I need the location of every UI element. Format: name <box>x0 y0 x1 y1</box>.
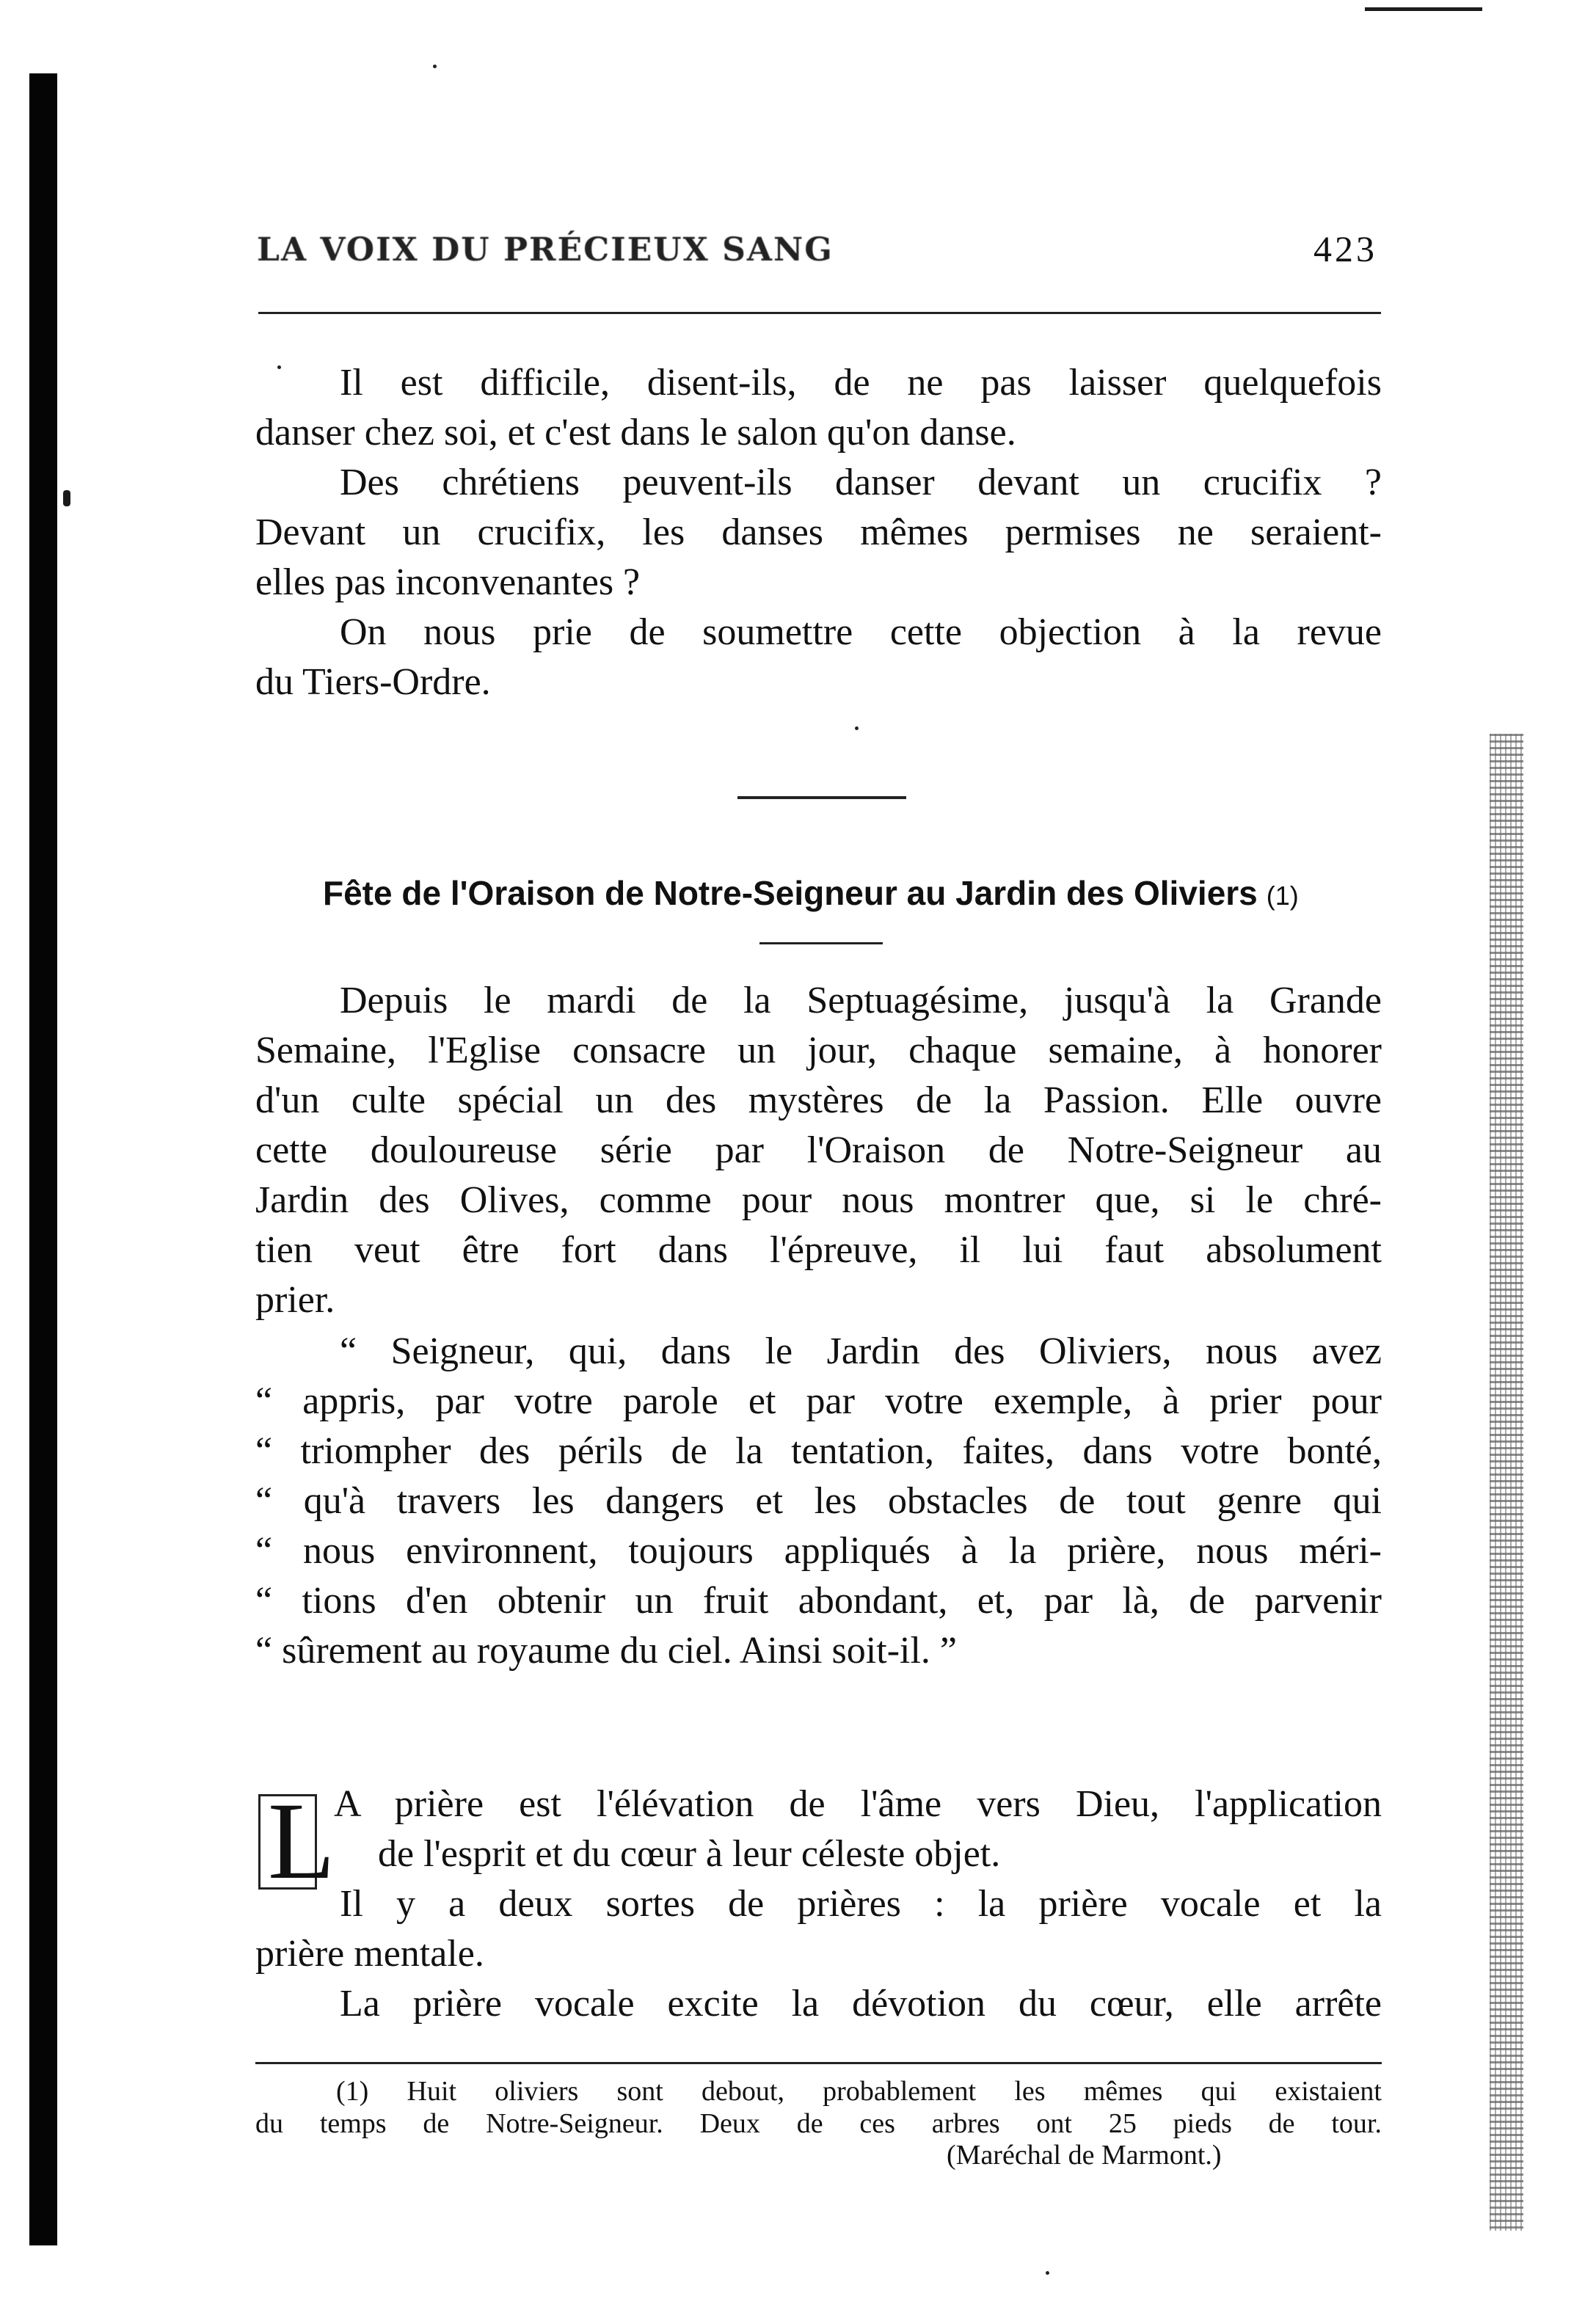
quote-line: “ tions d'en obtenir un fruit abondant, et, par là, de parvenir <box>255 1580 1382 1622</box>
text-line: danser chez soi, et c'est dans le salon qu'on danse. <box>255 412 1016 453</box>
footnote-line: (1) Huit oliviers sont debout, probablement les mêmes qui existaient <box>336 2076 1382 2107</box>
footnote-credit: (Maréchal de Marmont.) <box>947 2140 1222 2171</box>
title-underline <box>759 942 883 944</box>
text-line: du Tiers-Ordre. <box>255 661 491 703</box>
quote-line: “ sûrement au royaume du ciel. Ainsi soit-il. ” <box>255 1630 957 1672</box>
footnote-line: du temps de Notre-Seigneur. Deux de ces arbres ont 25 pieds de tour. <box>255 2108 1382 2139</box>
paragraph-dance <box>255 358 1382 707</box>
text-line: On nous prie de soumettre cette objection à la revue <box>340 611 1382 653</box>
text-line: Depuis le mardi de la Septuagésime, jusqu'à la Grande <box>340 980 1382 1021</box>
section-title <box>323 873 1350 913</box>
paragraph-two-kinds <box>255 1879 1382 2029</box>
drop-cap <box>258 1780 335 1902</box>
page-edge-noise <box>1490 734 1523 2231</box>
text-line: prière mentale. <box>255 1933 484 1975</box>
text-line: Il est difficile, disent-ils, de ne pas laisser quelquefois <box>340 362 1382 404</box>
text-line: cette douloureuse série par l'Oraison de Notre-Seigneur au <box>255 1129 1382 1171</box>
footnote-rule <box>255 2062 1382 2064</box>
text-line: A prière est l'élévation de l'âme vers Dieu, l'application <box>334 1783 1382 1825</box>
drop-cap-letter: L <box>268 1780 335 1902</box>
text-line: Des chrétiens peuvent-ils danser devant un crucifix ? <box>340 462 1382 503</box>
running-head-title: LA VOIX DU PRÉCIEUX SANG <box>257 231 834 269</box>
quote-line: “ triompher des périls de la tentation, faites, dans votre bonté, <box>255 1430 1382 1472</box>
quote-line: “ Seigneur, qui, dans le Jardin des Oliviers, nous avez <box>340 1330 1382 1372</box>
binding-shadow <box>29 73 57 2245</box>
text-line: La prière vocale excite la dévotion du cœur, elle arrête <box>340 1983 1382 2025</box>
footnote-marker: (1) <box>1266 881 1299 911</box>
text-line: Devant un crucifix, les danses mêmes permises ne seraient- <box>255 511 1382 553</box>
top-edge-rule <box>1365 7 1482 11</box>
quote-line: “ appris, par votre parole et par votre exemple, à prier pour <box>255 1380 1382 1422</box>
text-line: Jardin des Olives, comme pour nous montrer que, si le chré- <box>255 1179 1382 1221</box>
paragraph-prayer-definition <box>334 1779 1382 1879</box>
speck <box>433 65 437 68</box>
page-number: 423 <box>1313 228 1377 269</box>
header-rule <box>258 312 1381 314</box>
quote-line: “ qu'à travers les dangers et les obstacles de tout genre qui <box>255 1480 1382 1522</box>
paragraph-prayer-quote <box>255 1327 1382 1676</box>
text-line: d'un culte spécial un des mystères de la Passion. Elle ouvre <box>255 1079 1382 1121</box>
text-line: prier. <box>255 1279 335 1321</box>
text-line: Semaine, l'Eglise consacre un jour, chaque semaine, à honorer <box>255 1030 1382 1071</box>
text-line: tien veut être fort dans l'épreuve, il lui faut absolument <box>255 1229 1382 1271</box>
text-line: de l'esprit et du cœur à leur céleste objet. <box>378 1833 1001 1875</box>
text-line: elles pas inconvenantes ? <box>255 561 641 603</box>
text-line: Il y a deux sortes de prières : la prière vocale et la <box>340 1883 1382 1925</box>
footnote <box>255 2075 1382 2140</box>
paragraph-septuagesime <box>255 976 1382 1325</box>
speck <box>1046 2271 1049 2275</box>
section-title-text: Fête de l'Oraison de Notre-Seigneur au Jardin des Oliviers <box>323 874 1258 912</box>
quote-line: “ nous environnent, toujours appliqués à la prière, nous méri- <box>255 1530 1382 1572</box>
section-separator <box>737 796 906 799</box>
scan-mark <box>63 490 70 506</box>
speck <box>855 726 859 730</box>
